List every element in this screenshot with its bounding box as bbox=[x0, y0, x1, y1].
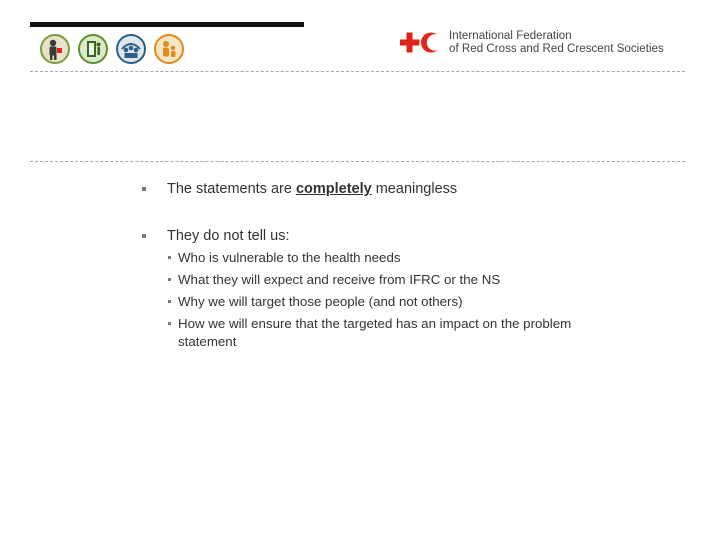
sub-bullet-why: Why we will target those people (and not others) bbox=[168, 293, 624, 311]
bullet-1-emphasis: completely bbox=[295, 181, 372, 197]
door-exit-icon bbox=[78, 34, 108, 64]
bullet-statements-meaningless bbox=[142, 179, 662, 199]
sub-bullet-what: What they will expect and receive from IFRC or the NS bbox=[168, 271, 624, 289]
bullet-2-text: They do not tell us: bbox=[167, 228, 290, 244]
sub-bullet-who: Who is vulnerable to the health needs bbox=[168, 249, 624, 267]
community-group-icon bbox=[116, 34, 146, 64]
family-icon bbox=[154, 34, 184, 64]
ifrc-name-line-2: of Red Cross and Red Crescent Societies bbox=[449, 43, 664, 55]
divider-bottom bbox=[30, 161, 685, 162]
bullet-do-not-tell-us bbox=[142, 226, 662, 246]
ifrc-logo bbox=[400, 30, 664, 56]
program-icons-row bbox=[40, 34, 184, 64]
ifrc-name-line-1: International Federation bbox=[449, 30, 572, 42]
bullet-1-after: meaningless bbox=[371, 181, 458, 197]
ifrc-emblems bbox=[400, 30, 442, 56]
ifrc-name bbox=[449, 30, 664, 56]
first-aid-person-icon bbox=[40, 34, 70, 64]
sub-bullet-how: How we will ensure that the targeted has an impact on the problem statement bbox=[168, 315, 624, 351]
bullet-1-before: The statements are bbox=[167, 181, 296, 197]
slide-content bbox=[142, 179, 662, 355]
sub-bullet-list bbox=[168, 249, 662, 351]
top-accent-bar bbox=[30, 22, 304, 27]
divider-top bbox=[30, 71, 685, 72]
